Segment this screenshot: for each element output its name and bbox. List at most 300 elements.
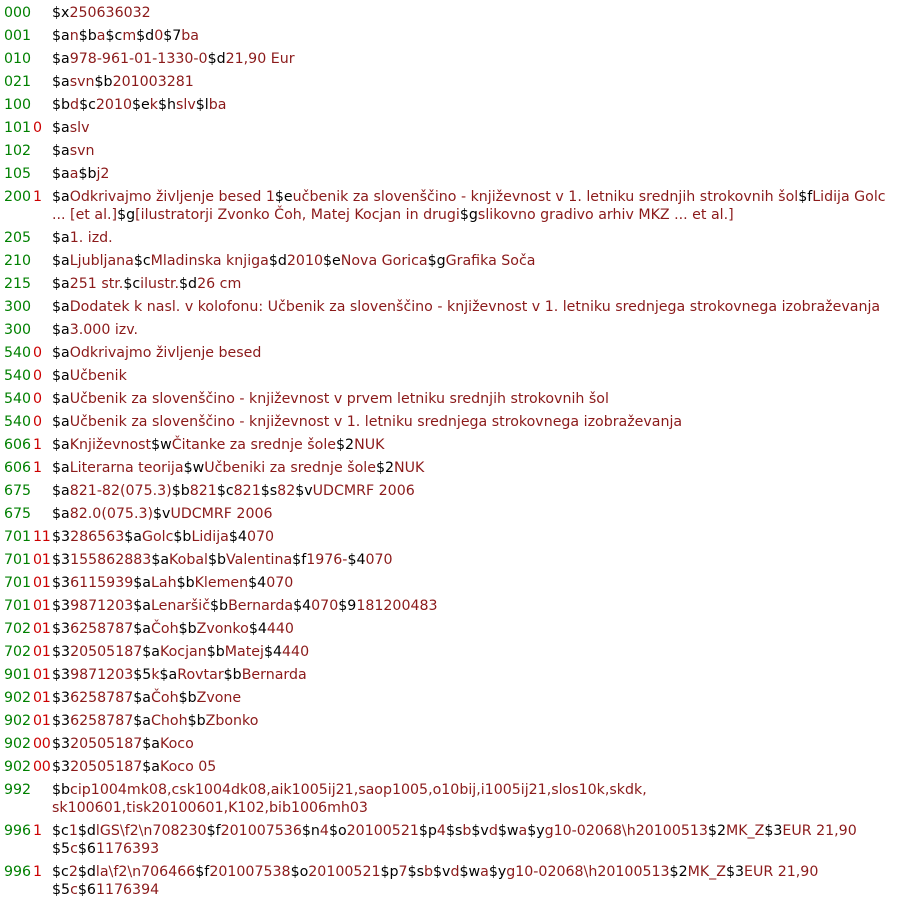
subfield-code: $a [52,414,70,430]
subfield-value: Grafika Soča [445,253,536,269]
field-subfields [52,275,900,293]
field-tag: 215 [4,276,32,292]
field-indicator: 0 [33,345,42,361]
record-field-row [4,367,900,385]
field-subfields [52,298,900,316]
subfield-value: 2010 [95,97,132,113]
subfield-value: 20505187 [70,736,143,752]
subfield-code: $o [328,823,347,839]
field-tag: 902 [4,736,32,752]
record-field-row [4,436,900,454]
record-field-row [4,643,900,661]
subfield-value: Čoh [150,690,179,706]
subfield-value: svn [69,143,95,159]
subfield-code: $a [133,713,151,729]
field-subfields [52,459,900,477]
field-tag: 021 [4,74,32,90]
record-field-row [4,96,900,114]
subfield-value: 6258787 [70,621,134,637]
field-tag: 675 [4,506,32,522]
field-tag: 606 [4,460,32,476]
field-tag: 701 [4,552,32,568]
field-tag: 996 [4,823,32,839]
subfield-value: 440 [282,644,310,660]
subfield-code: $a [133,598,151,614]
subfield-code: $f [292,552,307,568]
subfield-value: 9871203 [70,667,134,683]
field-indicator: 01 [33,690,51,706]
field-indicator: 01 [33,552,51,568]
field-indicator: 01 [33,575,51,591]
subfield-value: k [151,667,160,683]
field-subfields [52,367,900,385]
subfield-value: Čoh [150,621,179,637]
record-field-row [4,275,900,293]
record-field-row [4,505,900,523]
subfield-code: $3 [52,621,71,637]
field-indicator: 01 [33,598,51,614]
subfield-value: g10-02068\h20100513 [506,864,670,880]
field-tag: 205 [4,230,32,246]
subfield-code: $a [159,667,178,683]
record-field-row [4,4,900,22]
field-subfields [52,643,900,661]
field-indicator: 11 [33,529,51,545]
subfield-code: $2 [336,437,355,453]
field-indicator: 01 [33,621,51,637]
field-tag: 901 [4,667,32,683]
subfield-value: 6258787 [70,713,134,729]
subfield-value: Mladinska knjiga [150,253,269,269]
subfield-code: $n [301,823,320,839]
subfield-code: $e [132,97,150,113]
subfield-code: $a [52,189,70,205]
subfield-code: $2 [375,460,394,476]
record-field-row [4,50,900,68]
field-indicator: 01 [33,667,51,683]
field-tag: 992 [4,782,32,798]
subfield-value: 6258787 [70,690,134,706]
subfield-value: 286563 [70,529,125,545]
subfield-code: $o [290,864,309,880]
subfield-value: 251 str. [69,276,124,292]
subfield-value: 070 [266,575,294,591]
field-subfields [52,666,900,684]
record-field-row [4,781,900,817]
field-tag: 210 [4,253,32,269]
subfield-value: 821-82(075.3) [69,483,172,499]
subfield-value: 26 cm [197,276,242,292]
subfield-value: j2 [96,166,110,182]
subfield-value: 6115939 [70,575,134,591]
subfield-code: $c [79,97,96,113]
subfield-code: $g [459,207,478,223]
field-indicator: 00 [33,736,51,752]
subfield-code: $a [151,552,170,568]
field-tag: 102 [4,143,32,159]
subfield-value: Literarna teorija [69,460,184,476]
subfield-code: $v [433,864,451,880]
record-field-row [4,666,900,684]
subfield-code: $a [133,621,151,637]
record-field-row [4,620,900,638]
field-indicator: 1 [33,864,42,880]
subfield-code: $s [260,483,278,499]
subfield-value: Choh [150,713,188,729]
subfield-value: svn [69,74,95,90]
field-tag: 000 [4,5,32,21]
subfield-value: d [70,97,80,113]
subfield-code: $b [187,713,206,729]
subfield-code: $b [78,166,97,182]
subfield-code: $v [471,823,489,839]
subfield-code: $3 [52,736,71,752]
field-subfields [52,482,900,500]
subfield-code: $h [157,97,177,113]
subfield-value: Učbenik za slovenščino - književnost v 1. letniku srednjega strokovnega izobraževanja [69,414,683,430]
subfield-value: 155862883 [70,552,152,568]
subfield-value: 1176393 [95,841,160,857]
record-field-row [4,27,900,45]
subfield-value: Klemen [194,575,249,591]
field-tag: 902 [4,713,32,729]
field-tag: 675 [4,483,32,499]
subfield-value: EUR 21,90 [744,864,819,880]
subfield-code: $a [52,276,70,292]
subfield-code: $3 [52,529,71,545]
subfield-value: ba [208,97,227,113]
subfield-code: $b [206,644,225,660]
subfield-value: 250636032 [69,5,151,21]
field-tag: 300 [4,299,32,315]
field-tag: 701 [4,598,32,614]
subfield-value: Rovtar [177,667,224,683]
field-indicator: 0 [33,414,42,430]
record-field-row [4,165,900,183]
subfield-value: MK_Z [725,823,765,839]
subfield-code: $a [52,143,70,159]
subfield-value: 181200483 [356,598,438,614]
subfield-code: $a [142,759,161,775]
subfield-value: 82 [277,483,296,499]
record-field-row [4,142,900,160]
subfield-value: n [69,28,79,44]
subfield-code: $5 [52,882,71,898]
subfield-code: $d [77,864,96,880]
subfield-code: $6 [77,882,96,898]
subfield-value: 201007536 [220,823,302,839]
record-field-row [4,758,900,776]
record-field-row [4,574,900,592]
subfield-value: 2010 [286,253,323,269]
subfield-value: Učbenik za slovenščino - književnost v prvem letniku srednjih strokovnih šol [69,391,609,407]
subfield-code: $a [124,529,142,545]
subfield-code: $a [52,391,70,407]
subfield-code: $b [176,575,195,591]
subfield-value: slv [176,97,196,113]
field-indicator: 01 [33,644,51,660]
subfield-code: $9 [338,598,357,614]
subfield-value: Koco [160,736,194,752]
subfield-value: 20100521 [308,864,381,880]
field-subfields [52,165,900,183]
subfield-code: $v [295,483,313,499]
field-subfields [52,344,900,362]
field-subfields [52,735,900,753]
subfield-value: Bernarda [241,667,307,683]
subfield-code: $g [427,253,446,269]
subfield-value: Lah [150,575,177,591]
subfield-value: Lidija [191,529,229,545]
subfield-value: NUK [394,460,425,476]
field-tag: 101 [4,120,32,136]
subfield-value: 1176394 [95,882,160,898]
subfield-code: $e [323,253,341,269]
subfield-value: slv [69,120,90,136]
subfield-value: a [480,864,489,880]
subfield-value: učbenik za slovenščino - književnost v 1. letniku srednjih strokovnih šol [292,189,799,205]
subfield-code: $w [151,437,172,453]
subfield-value: Književnost [69,437,152,453]
field-subfields [52,27,900,45]
field-subfields [52,758,900,776]
subfield-code: $b [210,598,229,614]
subfield-value: Čitanke za srednje šole [171,437,337,453]
field-indicator: 01 [33,713,51,729]
field-subfields [52,188,900,224]
record-field-row [4,459,900,477]
field-subfields [52,4,900,22]
subfield-value: 20505187 [70,644,143,660]
record-field-row [4,188,900,224]
field-subfields [52,551,900,569]
subfield-value: slikovno gradivo arhiv MKZ ... et al.] [477,207,734,223]
record-field-row [4,712,900,730]
subfield-code: $a [52,230,70,246]
subfield-code: $b [178,621,197,637]
subfield-code: $d [136,28,155,44]
field-indicator: 0 [33,120,42,136]
record-field-row [4,252,900,270]
record-field-row [4,413,900,431]
subfield-code: $w [497,823,519,839]
field-tag: 701 [4,575,32,591]
subfield-value: 2 [68,864,78,880]
subfield-code: $f [798,189,813,205]
subfield-code: $4 [347,552,366,568]
subfield-code: $4 [248,621,267,637]
subfield-code: $4 [248,575,267,591]
record-field-row [4,73,900,91]
subfield-value: Matej [224,644,264,660]
subfield-value: 1 [68,823,78,839]
subfield-value: a [69,166,79,182]
subfield-code: $s [445,823,463,839]
record-field-row [4,597,900,615]
subfield-value: 821 [189,483,217,499]
subfield-code: $d [179,276,198,292]
subfield-value: Učbenik [69,368,127,384]
subfield-value: Nova Gorica [340,253,428,269]
field-tag: 702 [4,621,32,637]
subfield-code: $p [380,864,399,880]
field-subfields [52,73,900,91]
subfield-code: $g [117,207,136,223]
subfield-value: c [70,882,78,898]
record-field-row [4,229,900,247]
subfield-code: $b [52,97,71,113]
field-indicator: 0 [33,391,42,407]
subfield-code: $w [183,460,205,476]
subfield-code: $a [52,166,70,182]
subfield-value: la\f2\n706466 [95,864,196,880]
subfield-code: $d [77,823,96,839]
subfield-code: $f [206,823,221,839]
field-tag: 540 [4,368,32,384]
subfield-code: $a [52,28,70,44]
subfield-value: d [488,823,498,839]
subfield-code: $3 [52,598,71,614]
subfield-value: UDCMRF 2006 [170,506,273,522]
subfield-value: Lenaršič [150,598,211,614]
subfield-code: $b [223,667,242,683]
field-subfields [52,505,900,523]
subfield-value: Zvone [196,690,242,706]
field-subfields [52,528,900,546]
field-subfields [52,597,900,615]
subfield-code: $3 [52,644,71,660]
subfield-code: $a [133,575,151,591]
subfield-value: a [96,28,106,44]
field-subfields [52,413,900,431]
record-field-row [4,298,900,316]
subfield-code: $3 [52,667,71,683]
subfield-value: m [122,28,137,44]
field-tag: 606 [4,437,32,453]
subfield-value: Ljubljana [69,253,134,269]
field-tag: 200 [4,189,32,205]
subfield-value: 3.000 izv. [69,322,139,338]
subfield-code: $2 [669,864,688,880]
subfield-value: ilustr. [140,276,180,292]
subfield-value: Kocjan [160,644,207,660]
subfield-code: $b [94,74,113,90]
subfield-code: $c [52,823,69,839]
field-tag: 100 [4,97,32,113]
subfield-code: $b [173,529,192,545]
subfield-code: $c [216,483,234,499]
subfield-code: $6 [77,841,96,857]
field-indicator: 00 [33,759,51,775]
subfield-code: $b [171,483,190,499]
subfield-code: $5 [133,667,152,683]
field-subfields [52,50,900,68]
record-field-row [4,321,900,339]
subfield-value: 4 [436,823,446,839]
field-tag: 902 [4,759,32,775]
subfield-code: $a [52,299,70,315]
subfield-code: $y [527,823,545,839]
subfield-code: $3 [52,690,71,706]
subfield-value: Dodatek k nasl. v kolofonu: Učbenik za slovenščino - književnost v 1. letniku srednjega strokovnega izobraževanja [69,299,881,315]
subfield-code: $s [407,864,424,880]
subfield-code: $2 [707,823,726,839]
subfield-code: $x [52,5,70,21]
subfield-value: Učbeniki za srednje šole [204,460,376,476]
field-indicator: 1 [33,437,42,453]
field-indicator: 1 [33,460,42,476]
subfield-value: 978-961-01-1330-0 [69,51,208,67]
subfield-value: Zbonko [205,713,259,729]
field-tag: 701 [4,529,32,545]
subfield-code: $3 [52,713,71,729]
subfield-value: 4 [319,823,329,839]
subfield-code: $a [52,322,70,338]
subfield-value: 201007538 [209,864,291,880]
field-subfields [52,781,900,817]
subfield-code: $a [52,51,70,67]
subfield-code: $4 [263,644,283,660]
subfield-code: $a [52,345,70,361]
subfield-code: $4 [293,598,312,614]
subfield-value: 1976- [306,552,348,568]
field-tag: 702 [4,644,32,660]
subfield-value: 821 [233,483,261,499]
subfield-value: [ilustratorji Zvonko Čoh, Matej Kocjan in drugi [135,207,460,223]
field-subfields [52,822,900,858]
subfield-value: 20505187 [70,759,143,775]
subfield-code: $a [52,437,70,453]
subfield-code: $d [268,253,287,269]
subfield-code: $b [78,28,97,44]
subfield-code: $7 [163,28,182,44]
field-subfields [52,574,900,592]
subfield-value: 21,90 Eur [225,51,295,67]
subfield-code: $b [52,782,71,798]
subfield-value: Golc [141,529,174,545]
subfield-value: Koco 05 [160,759,217,775]
subfield-code: $f [195,864,210,880]
subfield-code: $d [207,51,226,67]
subfield-value: cip1004mk08,csk1004dk08,aik1005ij21,saop1005,o10bij,i1005ij21,slos10k,skdk, sk100601,tisk20100601,K102,bib1006mh03 [52,782,647,816]
subfield-value: 9871203 [70,598,134,614]
record-field-row [4,822,900,858]
subfield-value: g10-02068\h20100513 [544,823,708,839]
subfield-code: $3 [52,575,71,591]
subfield-value: d [450,864,460,880]
record-field-row [4,390,900,408]
field-subfields [52,712,900,730]
subfield-code: $b [178,690,197,706]
subfield-value: UDCMRF 2006 [312,483,415,499]
field-tag: 540 [4,414,32,430]
subfield-code: $y [488,864,507,880]
field-tag: 010 [4,51,32,67]
subfield-code: $3 [52,759,71,775]
subfield-value: b [424,864,434,880]
subfield-code: $a [52,253,70,269]
subfield-value: 201003281 [112,74,194,90]
field-indicator: 0 [33,368,42,384]
field-subfields [52,620,900,638]
subfield-code: $a [52,368,70,384]
subfield-code: $l [195,97,209,113]
field-tag: 902 [4,690,32,706]
field-subfields [52,436,900,454]
subfield-value: b [462,823,472,839]
subfield-code: $3 [52,552,71,568]
field-subfields [52,252,900,270]
